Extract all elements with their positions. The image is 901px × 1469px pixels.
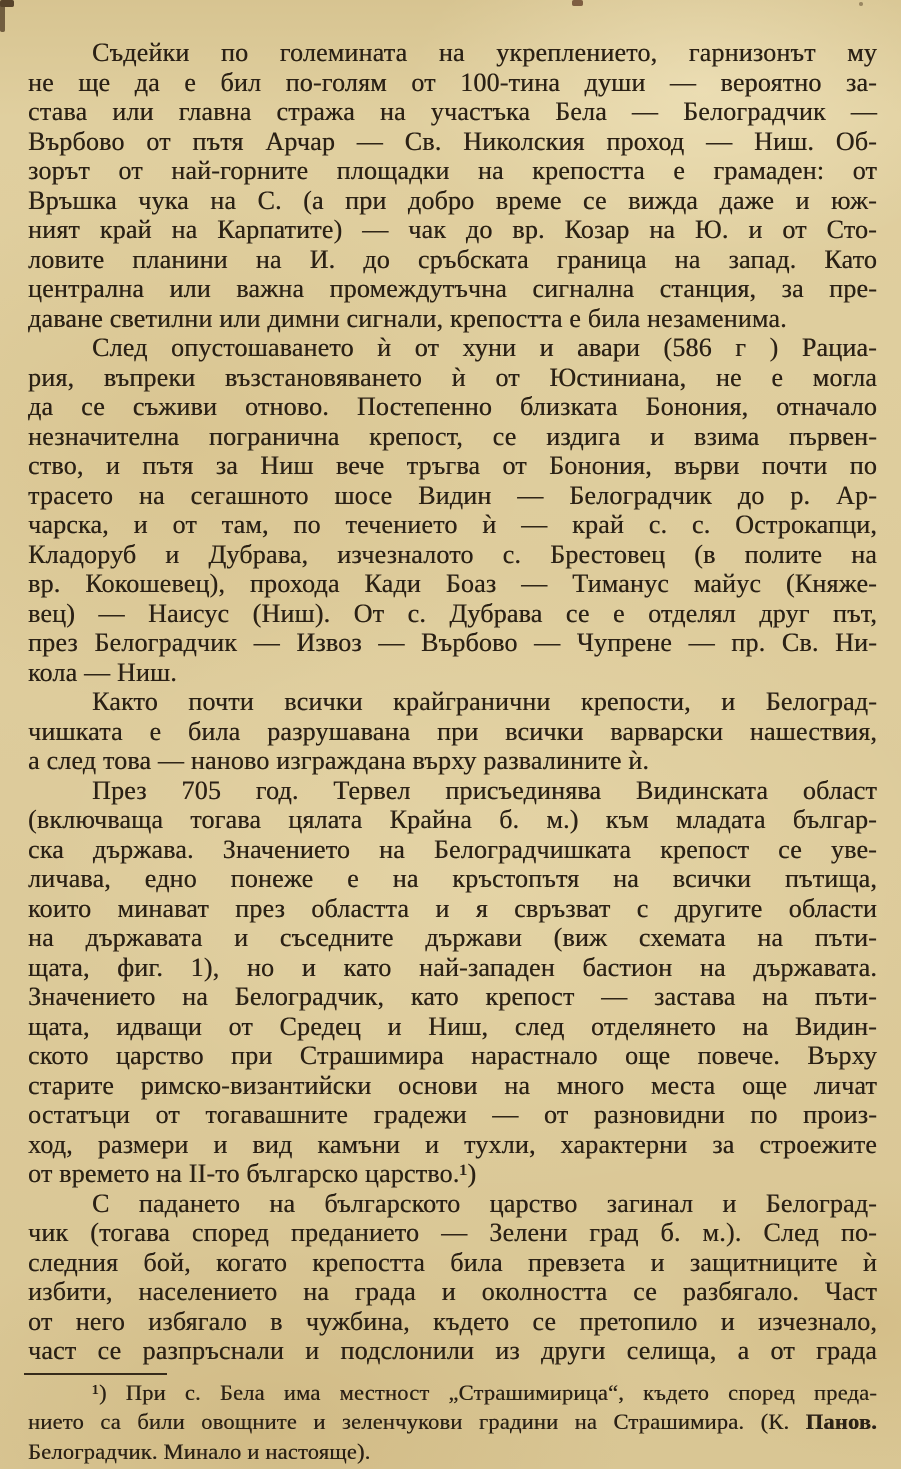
text-line <box>28 1189 877 1219</box>
text-line <box>28 953 877 983</box>
text-run: Белоградчик. Минало и настояще). <box>28 1438 371 1464</box>
text-line <box>28 1012 877 1042</box>
text-run: избити, населението на града и околността се разбягало. Част <box>28 1277 877 1306</box>
text-line <box>28 422 877 452</box>
text-line <box>28 1041 877 1071</box>
text-line <box>28 1437 877 1467</box>
text-run: даване светилни или димни сигнали, крепостта е била незаменима. <box>28 303 787 333</box>
text-line <box>28 1130 877 1160</box>
footnote-text <box>28 1378 877 1467</box>
text-run: С падането на българското царство загинал и Белоград- <box>92 1188 877 1218</box>
text-run: част се разпръснали и подслонили из други селища, а от града <box>28 1336 877 1365</box>
text-line <box>28 186 877 216</box>
text-line <box>28 569 877 599</box>
text-run: трасето на сегашното шосе Видин — Белоградчик до р. Ар- <box>28 480 877 510</box>
text-run: Връшка чука на С. (а при добро време се вижда даже и юж- <box>28 185 877 215</box>
text-run: от него избягало в чужбина, където се претопило и изчезнало, <box>28 1306 877 1336</box>
text-line <box>28 628 877 658</box>
text-line <box>28 1159 877 1189</box>
text-run: Върбово от пътя Арчар — Св. Николския проход — Ниш. Об- <box>28 126 877 156</box>
text-line <box>28 717 877 747</box>
text-line <box>28 805 877 835</box>
text-line <box>28 215 877 245</box>
text-line <box>28 1307 877 1337</box>
text-line <box>28 451 877 481</box>
text-line <box>28 1336 877 1366</box>
text-run: чик (тогава според преданието — Зелени град б. м.). След по- <box>28 1218 877 1247</box>
text-line <box>28 1248 877 1278</box>
text-run: Кладоруб и Дубрава, изчезналото с. Брестовец (в полите на <box>28 539 877 569</box>
text-run: а след това — наново изграждана върху развалините ѝ. <box>28 746 650 775</box>
text-line <box>28 687 877 717</box>
text-run: щата, фиг. 1), но и като най-западен бастион на държавата. <box>28 952 877 982</box>
text-line <box>28 245 877 275</box>
text-run: ство, и пътя за Ниш вече тръгва от Бонония, върви почти по <box>28 451 877 480</box>
text-run: чарска, и от там, по течението ѝ — край с. с. Острокапци, <box>28 510 877 539</box>
text-line <box>28 864 877 894</box>
text-run: става или главна стража на участъка Бела — Белоградчик — <box>28 97 877 126</box>
text-line <box>28 156 877 186</box>
text-line <box>28 97 877 127</box>
text-line <box>28 746 877 776</box>
text-run: Значението на Белоградчик, като крепост — застава на пъти- <box>28 982 877 1011</box>
text-line <box>28 982 877 1012</box>
text-run: вец) — Наисус (Ниш). От с. Дубрава се е отделял друг път, <box>28 598 877 628</box>
text-run: не ще да е бил по-голям от 100-тина души — вероятно за- <box>28 67 877 97</box>
text-line <box>28 1071 877 1101</box>
text-run: През 705 год. Тервел присъединява Видинската област <box>92 775 877 805</box>
text-run: рия, въпреки възстановяването ѝ от Юстиниана, не е могла <box>28 362 877 392</box>
text-line <box>28 481 877 511</box>
text-run: вр. Кокошевец), прохода Кади Боаз — Тиманус майус (Княже- <box>28 569 877 598</box>
text-line <box>28 304 877 334</box>
text-run: старите римско-византийски основи на много места още личат <box>28 1070 877 1100</box>
text-line <box>28 510 877 540</box>
text-run: личава, едно понеже е на кръстопътя на всички пътища, <box>28 864 877 893</box>
text-run: нието са били овощните и зеленчукови градини на Страшимира. (К. <box>28 1409 806 1434</box>
text-line <box>28 599 877 629</box>
text-run: на държавата и съседните държави (виж схемата на пъти- <box>28 923 877 952</box>
text-run: остатъци от тогавашните градежи — от разновидни по произ- <box>28 1100 877 1129</box>
text-run: през Белоградчик — Извоз — Върбово — Чупрене — пр. Св. Ни- <box>28 628 877 657</box>
text-run: ход, размери и вид камъни и тухли, характерни за строежите <box>28 1129 877 1159</box>
text-run: зорът от най-горните площадки на крепостта е грамаден: от <box>28 156 877 185</box>
footnote-separator <box>24 1373 167 1375</box>
text-line <box>28 658 877 688</box>
text-line <box>28 894 877 924</box>
text-run: централна или важна промеждутъчна сигнална станция, за пре- <box>28 274 877 303</box>
text-run: (включваща тогава цялата Крайна б. м.) към младата българ- <box>28 805 877 834</box>
text-run: ското царство при Страшимира нарастнало още повече. Върху <box>28 1041 877 1070</box>
text-line <box>28 1100 877 1130</box>
text-line <box>28 776 877 806</box>
text-line <box>28 1218 877 1248</box>
main-text <box>28 38 877 1366</box>
text-line <box>28 540 877 570</box>
text-run: от времето на II-то българско царство.¹) <box>28 1159 477 1188</box>
text-run: Както почти всички крайгранични крепости, и Белоград- <box>92 687 877 716</box>
text-run: ¹) При с. Бела има местност „Страшимирица“, където според преда- <box>92 1379 877 1405</box>
text-run: Съдейки по големината на укреплението, гарнизонът му <box>92 38 877 67</box>
text-line <box>28 1378 877 1408</box>
text-line <box>28 38 877 68</box>
text-run: ният край на Карпатите) — чак до вр. Козар на Ю. и от Сто- <box>28 215 877 244</box>
text-run: чишката е била разрушавана при всички варварски нашествия, <box>28 716 877 746</box>
text-run: следния бой, когато крепостта била превзета и защитниците ѝ <box>28 1247 877 1277</box>
text-run: кола — Ниш. <box>28 657 177 687</box>
text-line <box>28 274 877 304</box>
text-line <box>28 1407 877 1437</box>
text-line <box>28 127 877 157</box>
text-line <box>28 392 877 422</box>
text-line <box>28 923 877 953</box>
text-line <box>28 835 877 865</box>
text-line <box>28 363 877 393</box>
text-run: щата, идващи от Средец и Ниш, след отделянето на Видин- <box>28 1011 877 1041</box>
text-run: ловите планини на И. до сръбската граница на запад. Като <box>28 244 877 274</box>
text-run: които минават през областта и я свръзват с другите области <box>28 893 877 923</box>
text-run: След опустошаването ѝ от хуни и авари (586 г ) Рациа- <box>92 333 877 362</box>
text-run: да се съживи отново. Постепенно близката Бонония, отначало <box>28 392 877 421</box>
text-line <box>28 1277 877 1307</box>
text-line <box>28 333 877 363</box>
text-run: ска държава. Значението на Белоградчишката крепост се уве- <box>28 834 877 864</box>
text-line <box>28 68 877 98</box>
text-run: незначителна погранична крепост, се издига и взима първен- <box>28 421 877 451</box>
emphasized-text: Панов. <box>805 1409 877 1434</box>
